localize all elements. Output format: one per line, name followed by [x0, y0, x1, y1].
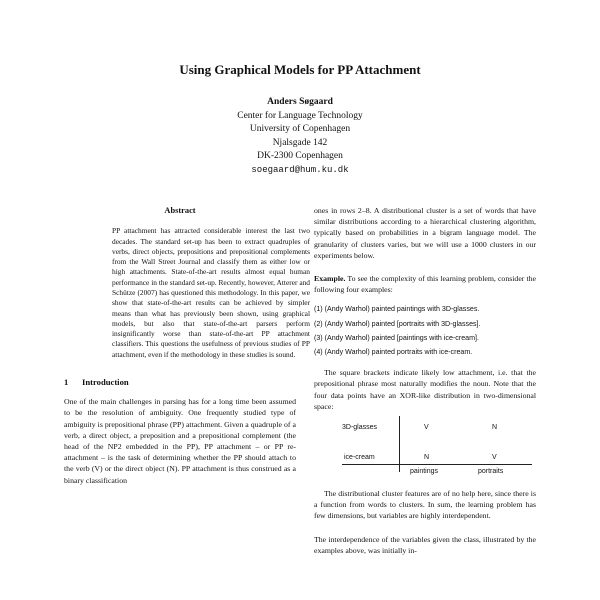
author-block	[0, 96, 600, 178]
abstract-text: PP attachment has attracted considerable interest the last two decades. The standard set-up has been to extract quadruples of verbs, direct objects, prepositions and prepositional complements from the Wall Street Journal and classify them as either low or high attachments. State-of-the-art results almost equal human performance in the standard set-up. Recently, however, Atterer and Schütze (2007) has questioned this methodology. In this paper, we show that state-of-the-art results can be achieved by simpler means than what has previously been shown, using graphical models, but also that state-of-the-art parsers perform insignificantly worse than state-of-the-art PP attachment classifiers. This questions the usefulness of previous studies of PP attachment, even if the methodology in these studies is sound.	[112, 226, 310, 359]
author-email[interactable]: soegaard@hum.ku.dk	[251, 164, 349, 175]
author-street: Njalsgade 142	[272, 137, 328, 148]
example-item: (3) (Andy Warhol) painted [paintings with ice-cream].	[314, 333, 479, 342]
example-item: (1) (Andy Warhol) painted paintings with 3D-glasses.	[314, 305, 480, 314]
example-list	[314, 302, 536, 359]
abstract-heading: Abstract	[164, 206, 196, 215]
xor-diagram	[342, 416, 532, 480]
interdependence-paragraph: The interdependence of the variables given the class, illustrated by the examples above, was initially in-	[314, 534, 536, 555]
author-city: DK-2300 Copenhagen	[257, 151, 343, 162]
left-column	[64, 205, 310, 486]
example-item: (4) (Andy Warhol) painted portraits with ice-cream.	[314, 348, 473, 357]
cell-value: V	[424, 424, 429, 432]
intro-paragraph: One of the main challenges in parsing has for a long time been assumed to be the resolution of ambiguity. One frequently studied type of ambiguity is prepositional phrase (PP) attachment. Given a quadruple of a verb, a direct object, a preposition and a prepositional complement (the head of the NP2 embedded in the PP), PP attachment – or PP re-attachment – is the task of determining whether the PP should attach to the verb (V) or the direct object (N). PP attachment is thus construed as a binary classification	[64, 397, 296, 485]
section-heading	[64, 377, 296, 388]
example-paragraph	[314, 273, 536, 295]
cell-value: N	[492, 424, 498, 432]
row-label: 3D-glasses	[342, 424, 378, 432]
column-label: paintings	[410, 468, 439, 476]
row-label: ice-cream	[344, 454, 375, 462]
section-number: 1	[64, 377, 69, 388]
section-title: Introduction	[82, 377, 129, 388]
author-university: University of Copenhagen	[249, 124, 351, 135]
xor-paragraph: The square brackets indicate likely low attachment, i.e. that the prepositional phrase most naturally modifies the noun. Note that the four data points have an XOR-like distribution in two-dimensional space:	[314, 368, 536, 411]
cell-value: V	[492, 454, 497, 462]
clusters-paragraph: ones in rows 2–8. A distributional cluster is a set of words that have similar distributions according to a hierarchical clustering algorithm, typically based on probabilities in a bigram language model. The granularity of clusters varies, but we will use a 1000 clusters in our experiments below.	[314, 206, 536, 260]
example-item: (2) (Andy Warhol) painted [portraits with 3D-glasses].	[314, 319, 481, 328]
example-label: Example.	[314, 274, 346, 284]
cell-value: N	[424, 454, 430, 462]
example-intro: To see the complexity of this learning problem, consider the following four examples:	[314, 274, 536, 295]
author-name: Anders Søgaard	[267, 97, 333, 107]
column-label: portraits	[478, 468, 504, 476]
features-paragraph: The distributional cluster features are of no help here, since there is a function from words to clusters. In sum, the learning problem has few dimensions, but variables are highly interdependent.	[314, 489, 536, 521]
author-affiliation: Center for Language Technology	[237, 110, 363, 121]
right-column	[314, 205, 536, 556]
paper-title: Using Graphical Models for PP Attachment	[179, 62, 421, 77]
diagram-horizontal-axis	[342, 464, 532, 465]
